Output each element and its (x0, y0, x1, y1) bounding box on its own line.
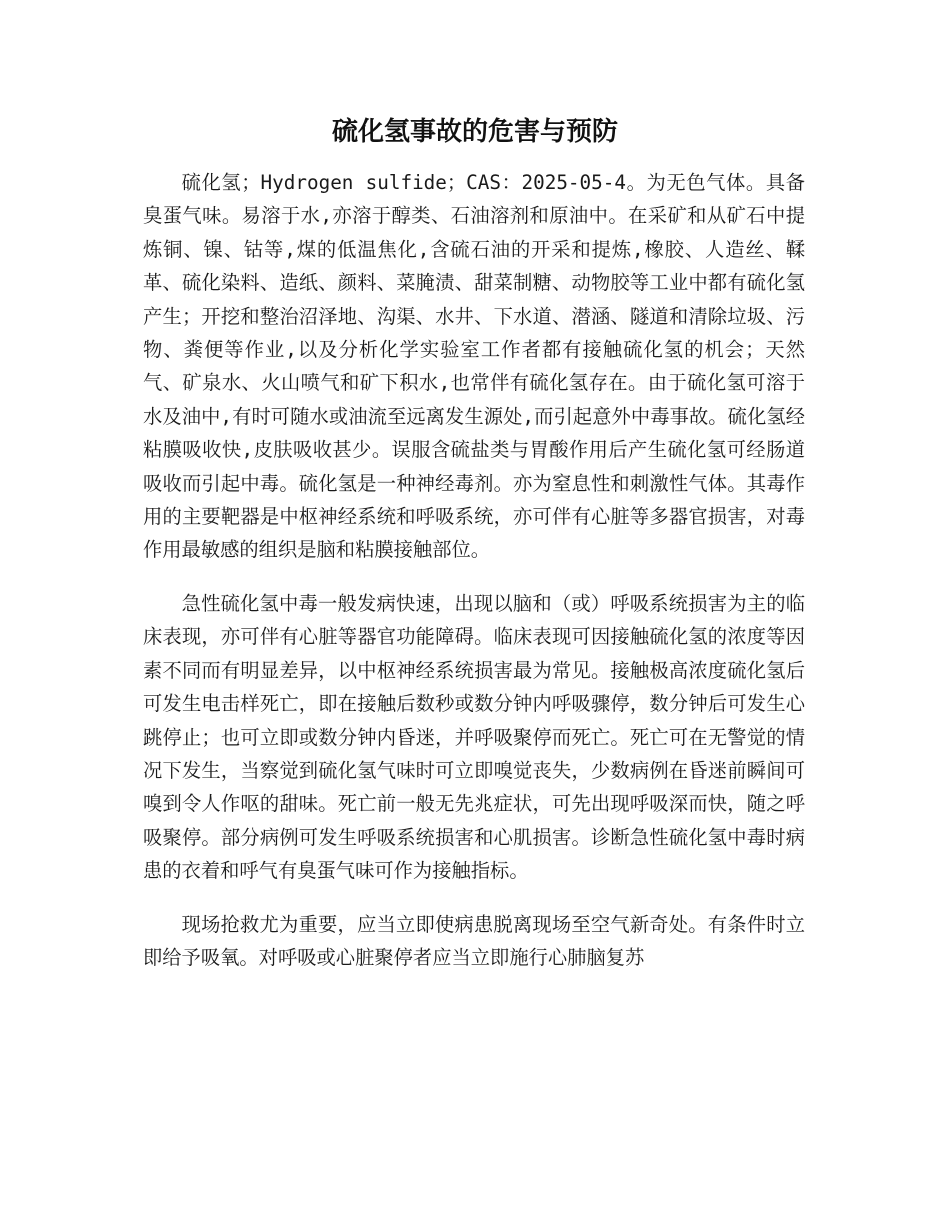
paragraph-hazards: 硫化氢；Hydrogen sulfide；CAS：2025-05-4。为无色气体。具备臭蛋气味。易溶于水,亦溶于醇类、石油溶剂和原油中。在采矿和从矿石中提炼铜、镍、钴等,煤的低温焦化,含硫石油的开采和提炼,橡胶、人造丝、鞣革、硫化染料、造纸、颜料、菜腌渍、甜菜制糖、动物胶等工业中都有硫化氢产生；开挖和整治沼泽地、沟渠、水井、下水道、潜涵、隧道和清除垃圾、污物、粪便等作业,以及分析化学实验室工作者都有接触硫化氢的机会；天然气、矿泉水、火山喷气和矿下积水,也常伴有硫化氢存在。由于硫化氢可溶于水及油中,有时可随水或油流至远离发生源处,而引起意外中毒事故。硫化氢经粘膜吸收快,皮肤吸收甚少。误服含硫盐类与胃酸作用后产生硫化氢可经肠道吸收而引起中毒。硫化氢是一种神经毒剂。亦为窒息性和刺激性气体。其毒作用的主要靶器是中枢神经系统和呼吸系统，亦可伴有心脏等多器官损害，对毒作用最敏感的组织是脑和粘膜接触部位。 (143, 171, 805, 562)
paragraph-rescue: 现场抢救尤为重要，应当立即使病患脱离现场至空气新奇处。有条件时立即给予吸氧。对呼吸或心脏聚停者应当立即施行心肺脑复苏 (143, 912, 805, 969)
document-title: 硫化氢事故的危害与预防 (331, 117, 618, 147)
document-body (143, 166, 805, 974)
paragraph-acute-poisoning: 急性硫化氢中毒一般发病快速，出现以脑和（或）呼吸系统损害为主的临床表现，亦可伴有心脏等器官功能障碍。临床表现可因接触硫化氢的浓度等因素不同而有明显差异，以中枢神经系统损害最为常见。接触极高浓度硫化氢后可发生电击样死亡，即在接触后数秒或数分钟内呼吸骤停，数分钟后可发生心跳停止；也可立即或数分钟内昏迷，并呼吸聚停而死亡。死亡可在无警觉的情况下发生，当察觉到硫化氢气味时可立即嗅觉丧失，少数病例在昏迷前瞬间可嗅到令人作呕的甜味。死亡前一般无先兆症状，可先出现呼吸深而快，随之呼吸聚停。部分病例可发生呼吸系统损害和心肌损害。诊断急性硫化氢中毒时病患的衣着和呼气有臭蛋气味可作为接触指标。 (143, 591, 805, 883)
